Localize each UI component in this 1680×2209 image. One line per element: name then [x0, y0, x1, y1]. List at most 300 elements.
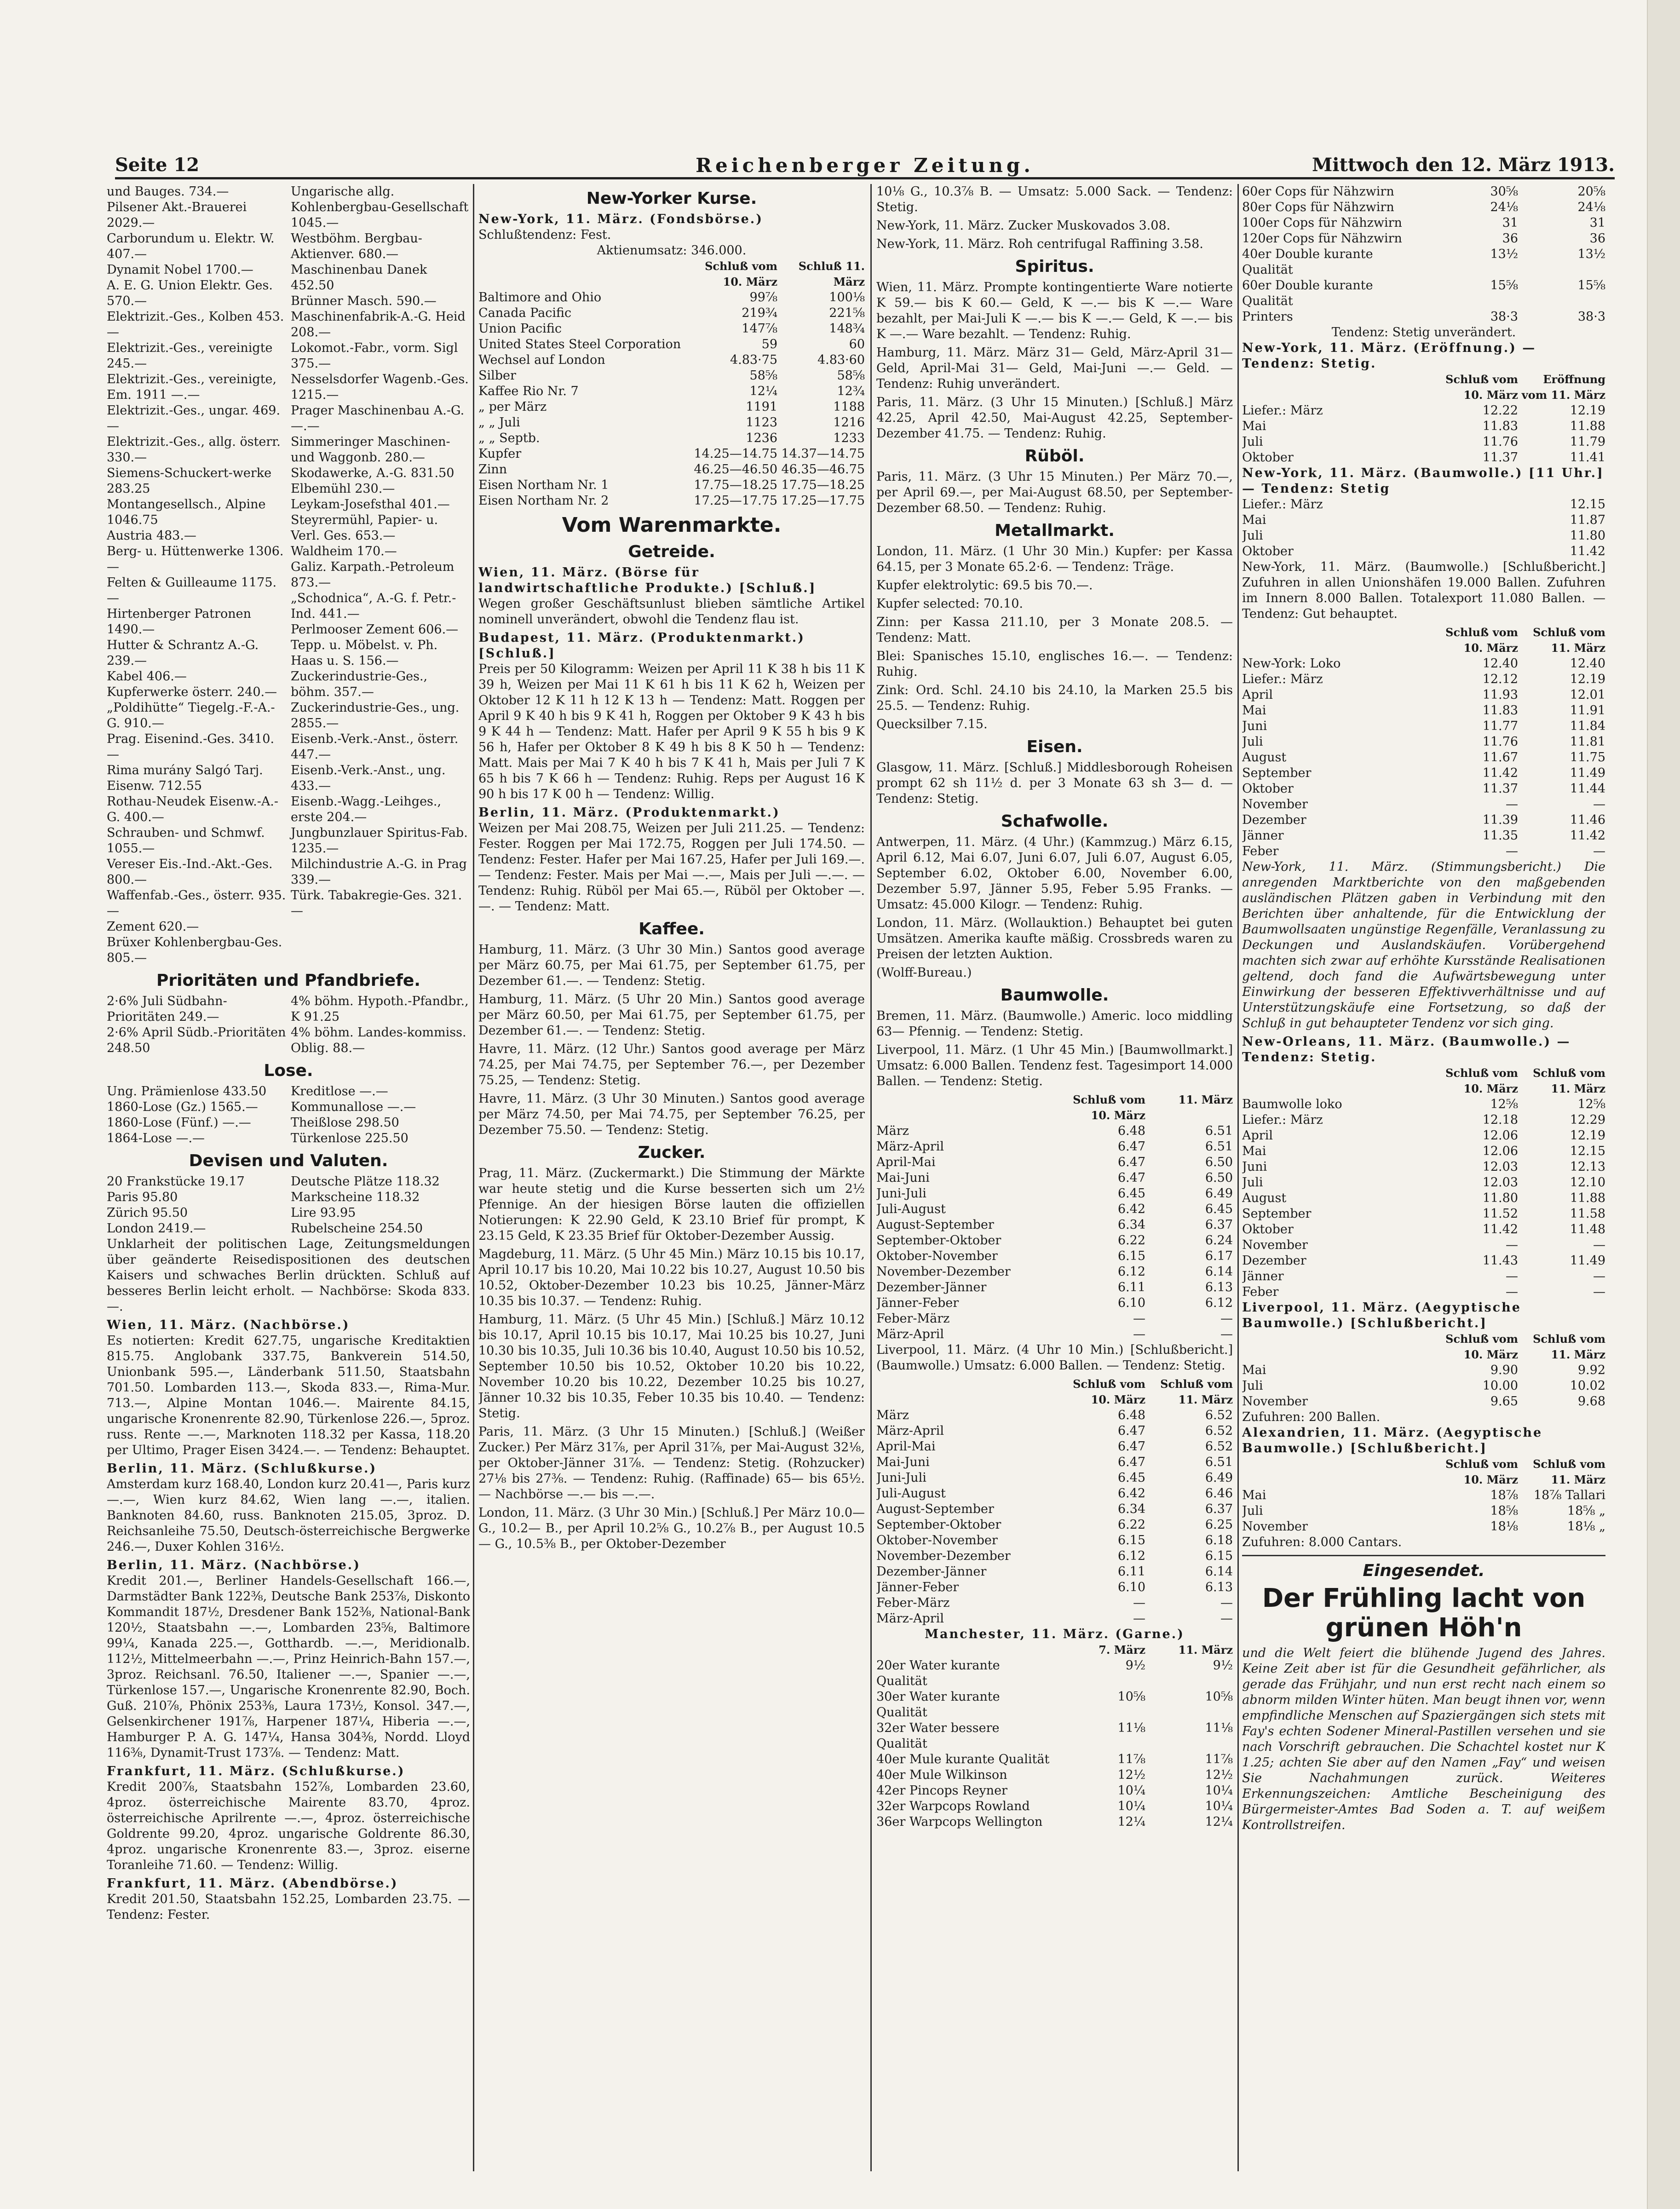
row-value: 9.92	[1577, 1363, 1605, 1377]
row-value: 10.02	[1570, 1379, 1605, 1393]
table-row	[107, 1221, 470, 1237]
report-text: 10⅛ G., 10.3⅞ B. — Umsatz: 5.000 Sack. — Tendenz: Stetig.	[876, 184, 1233, 214]
row-value: 12.40	[1482, 656, 1518, 671]
table-row	[876, 1311, 1233, 1327]
row-value: 4.83·60	[817, 353, 865, 367]
table-cell: Markscheine 118.32	[291, 1190, 420, 1204]
page-edge	[1647, 0, 1680, 2209]
row-value: 12.01	[1570, 688, 1605, 702]
report-text: Weizen per Mai 208.75, Weizen per Juli 211.25. — Tendenz: Fester. Roggen per Mai 172.75, Roggen per Juli 174.50. — Tendenz: Fester. Hafer per Mai 167.25, Hafer per Juli 169.—. — Tendenz: Fester. Mais per Mai —.—, Mais per Juli —.—. — Tendenz: Ruhig. Rüböl per Mai 65.—, Rüböl per Oktober —.—. — Tendenz: Matt.	[478, 821, 865, 914]
row-label: 40er Mule kurante Qualität	[876, 1752, 1050, 1766]
table-row	[1242, 544, 1605, 559]
row-value: 10¼	[1117, 1799, 1145, 1813]
row-label: New-York: Loko	[1242, 656, 1341, 671]
stock-quote: Ungarische allg. Kohlenbergbau-Gesellschaft 1045.—	[291, 184, 469, 230]
row-label: 40er Mule Wilkinson	[876, 1768, 1007, 1782]
table-row	[876, 1233, 1233, 1248]
column-rule	[473, 184, 474, 2171]
row-value: 6.42	[1117, 1486, 1145, 1501]
row-value: 11.37	[1482, 450, 1518, 465]
page-number: Seite 12	[115, 154, 200, 176]
row-value: 219¾	[742, 306, 777, 320]
stock-quote: Rothau-Neudek Eisenw.-A.-G. 400.—	[107, 794, 279, 824]
row-label: Dezember-Jänner	[876, 1280, 987, 1294]
row-value: 6.15	[1117, 1249, 1145, 1263]
table-row	[1242, 1175, 1605, 1191]
row-value: 6.14	[1205, 1565, 1233, 1579]
row-label: Wechsel auf London	[478, 353, 605, 367]
row-value: 9.90	[1490, 1363, 1518, 1377]
report-text: Hamburg, 11. März. März 31— Geld, März-April 31— Geld, April-Mai 31— Geld, Mai-Juni —.— Geld. — Tendenz: Ruhig unverändert.	[876, 345, 1233, 391]
row-label: Mai	[1242, 1488, 1266, 1502]
row-label: März-April	[876, 1611, 944, 1626]
table-header	[478, 259, 865, 290]
report-text: Zufuhren: 200 Ballen.	[1242, 1410, 1381, 1424]
stock-quote: Eisenb.-Verk.-Anst., österr. 447.—	[291, 732, 459, 762]
section-title: Devisen und Valuten.	[189, 1151, 388, 1170]
row-label: 40er Double kurante Qualität	[1242, 247, 1373, 277]
table-row	[1242, 719, 1605, 734]
row-label: Jänner-Feber	[876, 1580, 959, 1594]
row-label: Juni	[1242, 719, 1267, 733]
table-row	[876, 1202, 1233, 1217]
row-label: Juni-Juli	[876, 1471, 926, 1485]
row-value: 17.75—18.25	[781, 478, 865, 492]
row-value: 6.12	[1117, 1265, 1145, 1279]
row-value: 9½	[1213, 1658, 1233, 1673]
row-label: Mai	[1242, 513, 1266, 527]
section-title: Spiritus.	[1015, 257, 1094, 276]
kaffee-reports	[478, 942, 865, 1138]
row-value: 6.47	[1117, 1439, 1145, 1454]
row-label: Juli	[1242, 735, 1263, 749]
table-row	[478, 446, 865, 462]
report-text: (Wolff-Bureau.)	[876, 966, 972, 980]
report-text: Zufuhren: 8.000 Cantars.	[1242, 1535, 1402, 1549]
row-value: 6.37	[1205, 1218, 1233, 1232]
row-label: Feber	[1242, 844, 1279, 858]
report-text: Wegen großer Geschäftsunlust blieben sämtliche Artikel nominell unverändert, obwohl die Tendenz flau ist.	[478, 597, 865, 627]
table-row	[876, 1611, 1233, 1627]
row-value: 20⅝	[1577, 184, 1605, 199]
report-text: Zink: Ord. Schl. 24.10 bis 24.10, la Marken 25.5 bis 25.5. — Tendenz: Ruhig.	[876, 683, 1233, 713]
row-value: 31	[1589, 216, 1605, 230]
stock-quote: Brünner Masch. 590.—	[291, 294, 437, 308]
stock-quote: Kabel 406.—	[107, 669, 187, 684]
table-row	[1242, 434, 1605, 450]
table-row	[876, 1689, 1233, 1720]
row-value: 11.49	[1570, 1254, 1605, 1268]
table-row	[876, 1280, 1233, 1295]
row-value: —	[1593, 844, 1605, 858]
section-title: Zucker.	[638, 1143, 706, 1162]
row-value	[1426, 512, 1518, 528]
row-label: Juli	[1242, 1379, 1263, 1393]
column-1	[107, 184, 470, 2171]
row-label: Mai	[1242, 703, 1266, 718]
table-header	[1242, 625, 1605, 656]
column-rule	[870, 184, 872, 2171]
stock-quote: Prager Maschinenbau A.-G. —.—	[291, 403, 465, 433]
row-label: Jänner	[1242, 828, 1284, 843]
row-value: 100⅛	[829, 290, 865, 305]
table-row	[1242, 278, 1605, 309]
table-cell: Zürich 95.50	[107, 1206, 188, 1220]
row-value: 12¼	[1205, 1815, 1233, 1829]
table-row	[478, 337, 865, 352]
section-title: Prioritäten und Pfandbriefe.	[156, 971, 420, 990]
market-note: Unklarheit der politischen Lage, Zeitungsmeldungen über geänderte Reisedispositionen des deutschen Kaisers und schwaches Berlin drückten. Schluß auf besseres Berlin leicht erholt. — Nachbörse: Skoda 833.—.	[107, 1237, 470, 1314]
table-row	[107, 1131, 470, 1146]
stock-quote: Maschinenfabrik-A.-G. Heid 208.—	[291, 310, 466, 339]
report-text: Zinn: per Kassa 211.10, per 3 Monate 208.5. — Tendenz: Matt.	[876, 615, 1233, 645]
stock-list-left	[107, 184, 286, 966]
manchester-table	[876, 1658, 1233, 1830]
stock-quote: Siemens-Schuckert-werke 283.25	[107, 466, 272, 496]
row-value: 12.22	[1482, 403, 1518, 418]
table-row	[1242, 656, 1605, 672]
report-text: Hamburg, 11. März. (5 Uhr 45 Min.) [Schluß.] März 10.12 bis 10.17, April 10.15 bis 10.17, Mai 10.25 bis 10.27, Juni 10.30 bis 10.35, Juli 10.36 bis 10.40, August 10.50 bis 10.52, September 10.50 bis 10.52, Oktober 10.20 bis 10.22, November 10.20 bis 10.22, Dezember 10.25 bis 10.27, Jänner 10.32 bis 10.35, Feber 10.35 bis 10.40. — Tendenz: Stetig.	[478, 1312, 865, 1421]
table-row	[107, 1205, 470, 1221]
stock-list-right	[291, 184, 470, 966]
stock-list	[107, 184, 470, 966]
stock-quote: Prag. Eisenind.-Ges. 3410.—	[107, 732, 275, 762]
row-label: Silber	[478, 368, 516, 383]
table-row	[876, 1767, 1233, 1783]
spiritus-reports	[876, 280, 1233, 442]
report-text: New-York, 11. März. (Baumwolle.) [Schlußbericht.] Zufuhren in allen Unionshäfen 19.000 Ballen. Zufuhren im Innern 8.000 Ballen. Totalexport 11.080 Ballen. — Tendenz: Gut behauptet.	[1242, 560, 1605, 621]
row-label: November	[1242, 797, 1308, 811]
row-label: August	[1242, 750, 1287, 765]
stock-quote: Dynamit Nobel 1700.—	[107, 263, 253, 277]
stock-quote: Türk. Tabakregie-Ges. 321.—	[291, 888, 462, 918]
report-heading: Berlin, 11. März. (Schlußkurse.)	[107, 1461, 377, 1476]
row-label: Printers	[1242, 310, 1293, 324]
row-value: 11.52	[1482, 1207, 1518, 1221]
row-value: —	[1506, 1238, 1518, 1252]
table-row	[1242, 1206, 1605, 1222]
table-cell: Deutsche Plätze 118.32	[291, 1174, 440, 1189]
liverpool-egypt-table	[1242, 1363, 1605, 1409]
table-row	[1242, 703, 1605, 719]
column-header: Schluß vom 11. März	[1533, 1457, 1605, 1486]
report-text: Aktienumsatz: 346.000.	[597, 243, 747, 258]
table-row	[478, 368, 865, 384]
row-value: 11⅛	[1117, 1721, 1145, 1735]
row-value: 36	[1589, 231, 1605, 246]
row-value: —	[1220, 1596, 1233, 1610]
row-value: 11.80	[1570, 529, 1605, 543]
table-row	[876, 1595, 1233, 1611]
report-text: Es notierten: Kredit 627.75, ungarische Kreditaktien 815.75. Anglobank 337.75, Bankverein 514.50, Unionbank 595.—, Länderbank 511.50, Staatsbahn 701.50. Lombarden 113.—, Skoda 833.—, Rima-Mur. 713.—, Alpine Montan 1046.—. Mairente 84.15, ungarische Kronenrente 82.90, Türkenlose 226.—, 5proz. russ. Rente —.—, Marknoten 118.32 per Kassa, 118.20 per Ultimo, Prager Eisen 3424.—. — Tendenz: Behauptet.	[107, 1334, 470, 1457]
table-row	[1242, 215, 1605, 231]
table-row	[1242, 1503, 1605, 1519]
column-header: 7. März	[1099, 1643, 1145, 1657]
report-text: Glasgow, 11. März. [Schluß.] Middlesborough Roheisen prompt 62 sh 11½ d. per 3 Monate 63 sh 3— d. — Tendenz: Stetig.	[876, 760, 1233, 806]
row-label: Liefer.: März	[1242, 497, 1323, 512]
table-row	[1242, 1191, 1605, 1206]
table-row	[1242, 512, 1605, 528]
row-value: 11.75	[1570, 750, 1605, 765]
report-text: Kupfer selected: 70.10.	[876, 597, 1023, 611]
row-value: 6.52	[1205, 1408, 1233, 1422]
prioritaeten-table	[107, 994, 470, 1056]
table-row	[1242, 1237, 1605, 1253]
row-value: —	[1220, 1611, 1233, 1626]
row-label: Liefer.: März	[1242, 403, 1323, 418]
table-row	[1242, 1144, 1605, 1159]
row-value: 11.79	[1570, 435, 1605, 449]
section-title: Baumwolle.	[1000, 986, 1109, 1005]
report-text: Blei: Spanisches 15.10, englisches 16.—. — Tendenz: Ruhig.	[876, 649, 1233, 679]
table-row	[1242, 403, 1605, 419]
row-value: 6.47	[1117, 1455, 1145, 1469]
table-row	[1242, 734, 1605, 750]
table-row	[876, 1486, 1233, 1501]
row-label: Mai-Juni	[876, 1455, 930, 1469]
stock-quote: Austria 483.—	[107, 529, 196, 543]
table-row	[1242, 1519, 1605, 1535]
liverpool-table	[876, 1123, 1233, 1342]
row-value: 14.25—14.75	[694, 447, 777, 461]
table-row	[478, 352, 865, 368]
row-value: 6.48	[1117, 1124, 1145, 1138]
row-value: 6.52	[1205, 1424, 1233, 1438]
table-header	[876, 1092, 1233, 1123]
table-cell: London 2419.—	[107, 1221, 206, 1236]
report-heading: Frankfurt, 11. März. (Schlußkurse.)	[107, 1764, 405, 1778]
row-value: 6.18	[1205, 1533, 1233, 1547]
table-row	[876, 1455, 1233, 1470]
row-value: 13½	[1577, 247, 1605, 261]
row-label: Oktober-November	[876, 1249, 998, 1263]
row-label: November	[1242, 1519, 1308, 1534]
report-heading: Frankfurt, 11. März. (Abendbörse.)	[107, 1876, 398, 1891]
row-value: 10¼	[1205, 1799, 1233, 1813]
table-row	[107, 1084, 470, 1099]
table-row	[478, 305, 865, 321]
row-label: Oktober	[1242, 782, 1294, 796]
row-value: 13½	[1490, 247, 1518, 261]
stock-quote: Simmeringer Maschinen- und Waggonb. 280.—	[291, 435, 450, 465]
row-value: 11.88	[1570, 419, 1605, 433]
table-cell: 4% böhm. Hypoth.-Pfandbr., K 91.25	[291, 994, 469, 1024]
report-text: Quecksilber 7.15.	[876, 717, 988, 731]
stock-quote: Felten & Guilleaume 1175.—	[107, 575, 277, 605]
report-text: Kredit 200⅞, Staatsbahn 152⅞, Lombarden 23.60, 4proz. österreichische Mairente 83.70, 4proz. österreichische Aprilrente —.—, 4proz. österreichische Goldrente 99.20, 4proz. ungarische Goldrente 86.30, 4proz. ungarische Kronenrente 83.—, 3proz. eiserne Toranleihe 71.60. — Tendenz: Willig.	[107, 1780, 470, 1872]
row-label: 32er Water bessere Qualität	[876, 1721, 1000, 1751]
row-label: Mai	[1242, 1144, 1266, 1158]
row-value: 6.46	[1205, 1486, 1233, 1501]
row-label: Oktober-November	[876, 1533, 998, 1547]
row-value: —	[1133, 1611, 1145, 1626]
table-row	[478, 493, 865, 509]
row-value: 11.76	[1482, 435, 1518, 449]
row-label: Juli	[1242, 1175, 1263, 1190]
row-value: 17.25—17.75	[694, 494, 777, 508]
row-label: November	[1242, 1238, 1308, 1252]
table-row	[1242, 1159, 1605, 1175]
row-label: Eisen Northam Nr. 2	[478, 494, 609, 508]
stock-quote: Maschinenbau Danek 452.50	[291, 263, 427, 293]
report-text: Kredit 201.—, Berliner Handels-Gesellschaft 166.—, Darmstädter Bank 122⅜, Deutsche Bank 253⅞, Diskonto Kommandit 187½, Dresdener Bank 152⅜, National-Bank 120½, Staatsbahn —.—, Lombarden 23⅝, Baltimore 99¼, Kanada 225.—, Gotthardb. —.—, Meridionalb. 112½, Mittelmeerbahn —.—, Prinz Heinrich-Bahn 157.—, 3proz. Reichsanl. 76.50, Italiener —.—, Spanier —.—, Türkenlose 157.—, Ungarische Kronenrente 82.90, Boch. Guß. 210⅞, Phönix 253⅜, Laura 173½, Konsol. 347.—, Gelsenkirchener 191⅞, Harpener 187¼, Hiberia —.—, Hamburger P. A. G. 147¼, Hansa 304⅜, Nordd. Lloyd 116⅜, Dynamit-Trust 173⅞. — Tendenz: Matt.	[107, 1574, 470, 1760]
table-row	[478, 321, 865, 337]
row-value: 221⅝	[829, 306, 865, 320]
row-value: 10⅝	[1205, 1690, 1233, 1704]
row-value: 12.40	[1570, 656, 1605, 671]
row-label: August-September	[876, 1218, 994, 1232]
column-header: Schluß vom 11. März	[1533, 626, 1605, 655]
stock-quote: Nesselsdorfer Wagenb.-Ges. 1215.—	[291, 372, 469, 402]
table-cell: Ung. Prämienlose 433.50	[107, 1084, 267, 1099]
table-row	[1242, 797, 1605, 812]
column-rule	[1237, 184, 1239, 2171]
row-value: 6.47	[1117, 1155, 1145, 1169]
table-row	[1242, 1097, 1605, 1112]
row-label: September	[1242, 1207, 1312, 1221]
row-value: 59	[761, 337, 777, 351]
row-label: Eisen Northam Nr. 1	[478, 478, 609, 492]
row-label: August	[1242, 1191, 1287, 1205]
row-value: 6.11	[1117, 1565, 1145, 1579]
row-label: Juli	[1242, 529, 1263, 543]
table-row	[1242, 309, 1605, 325]
row-label: „ „ Septb.	[478, 431, 540, 445]
section-title: Eingesendet.	[1363, 1561, 1485, 1580]
row-value: 11.58	[1570, 1207, 1605, 1221]
row-value: 6.51	[1205, 1455, 1233, 1469]
section-title: Rüböl.	[1024, 447, 1085, 466]
column-header: Schluß vom 10. März	[1445, 1332, 1518, 1361]
stock-quote: Westböhm. Bergbau-Aktienver. 680.—	[291, 231, 422, 261]
row-value: 10.00	[1482, 1379, 1518, 1393]
table-row	[107, 1025, 470, 1056]
row-value: 11.42	[1482, 766, 1518, 780]
table-row	[876, 1752, 1233, 1767]
row-value: 6.49	[1205, 1471, 1233, 1485]
table-row	[478, 431, 865, 446]
table-row	[478, 290, 865, 305]
section-title: Eisen.	[1026, 737, 1083, 756]
table-row	[876, 1248, 1233, 1264]
report-text: London, 11. März. (1 Uhr 30 Min.) Kupfer: per Kassa 64.15, per 3 Monate 65.2·6. — Tendenz: Träge.	[876, 544, 1233, 574]
row-value: 11.81	[1570, 735, 1605, 749]
row-value: 11.43	[1482, 1254, 1518, 1268]
row-value: 24⅛	[1577, 200, 1605, 214]
row-value: 12.18	[1482, 1113, 1518, 1127]
report-text: Havre, 11. März. (3 Uhr 30 Minuten.) Santos good average per März 74.50, per Mai 74.75, per September 76.25, per Dezember 75.50. — Tendenz: Stetig.	[478, 1092, 865, 1137]
row-value: 11.42	[1570, 828, 1605, 843]
report-text: Paris, 11. März. (3 Uhr 15 Minuten.) [Schluß.] März 42.25, April 42.50, Mai-August 42.25, September-Dezember 41.75. — Tendenz: Ruhig.	[876, 395, 1233, 441]
row-value: 12.19	[1570, 403, 1605, 418]
row-value	[1426, 544, 1518, 559]
report-text: Preis per 50 Kilogramm: Weizen per April 11 K 38 h bis 11 K 39 h, Weizen per Mai 11 K 61 h bis 11 K 62 h, Weizen per Oktober 12 K 11 h 12 K 13 h — Tendenz: Matt. Roggen per April 9 K 40 h bis 9 K 41 h, Roggen per Oktober 9 K 43 h bis 9 K 44 h — Tendenz: Matt. Hafer per April 9 K 55 h bis 9 K 56 h, Hafer per Oktober 8 K 49 h bis 8 K 50 h — Tendenz: Matt. Mais per Mai 7 K 40 h bis 7 K 41 h, Mais per Juli 7 K 65 h bis 7 K 66 h — Tendenz: Ruhig. Reps per August 16 K 90 h bis 17 K 00 h — Tendenz: Willig.	[478, 662, 865, 801]
row-label: März-April	[876, 1327, 944, 1341]
table-row	[876, 1517, 1233, 1533]
row-value: 6.12	[1205, 1296, 1233, 1310]
column-header: Schluß vom 11. März	[1160, 1377, 1233, 1406]
row-value: 18⅞ Tallari	[1533, 1488, 1605, 1502]
row-value: 1236	[746, 431, 777, 445]
row-value: —	[1506, 1285, 1518, 1299]
table-cell: 1860-Lose (Fünf.) —.—	[107, 1116, 251, 1130]
stock-quote: Eisenb.-Verk.-Anst., ung. 433.—	[291, 763, 446, 793]
row-label: Oktober	[1242, 544, 1294, 558]
row-value: 15⅝	[1490, 278, 1518, 293]
stock-quote: Skodawerke, A.-G. 831.50	[291, 466, 455, 480]
lose-table	[107, 1084, 470, 1146]
report-heading: Liverpool, 11. März. (Aegyptische Baumwolle.) [Schlußbericht.]	[1242, 1300, 1521, 1330]
stock-quote: Zuckerindustrie-Ges., böhm. 357.—	[291, 669, 428, 699]
row-label: Dezember	[1242, 1254, 1306, 1268]
row-value: 6.10	[1117, 1296, 1145, 1310]
stock-quote: Leykam-Josefsthal 401.—	[291, 497, 450, 512]
row-value: 12.06	[1482, 1128, 1518, 1143]
row-label: März	[876, 1124, 909, 1138]
table-row	[1242, 1378, 1605, 1394]
report-text: Magdeburg, 11. März. (5 Uhr 45 Min.) März 10.15 bis 10.17, April 10.17 bis 10.20, Mai 10.22 bis 10.27, August 10.50 bis 10.52, Oktober-Dezember 10.23 bis 10.25, Jänner-März 10.35 bis 10.37. — Tendenz: Ruhig.	[478, 1247, 865, 1308]
row-value: 11.39	[1482, 813, 1518, 827]
row-value: 58⅝	[749, 368, 777, 383]
table-cell: Theißlose 298.50	[291, 1116, 399, 1130]
stock-quote: Vereser Eis.-Ind.-Akt.-Ges. 800.—	[107, 857, 273, 887]
row-label: November	[1242, 1394, 1308, 1409]
stock-quote: Schrauben- und Schmwf. 1055.—	[107, 826, 265, 856]
stock-quote: Elektrizit.-Ges., allg. österr. 330.—	[107, 435, 281, 465]
row-value: 6.45	[1205, 1202, 1233, 1216]
table-row	[876, 1123, 1233, 1139]
table-row	[107, 994, 470, 1025]
row-value: 12.03	[1482, 1160, 1518, 1174]
row-value: 11.35	[1482, 828, 1518, 843]
row-value: 9.65	[1490, 1394, 1518, 1409]
report-heading: New-York, 11. März. (Eröffnung.) — Tendenz: Stetig.	[1242, 341, 1536, 371]
stock-quote: Elektrizit.-Ges., Kolben 453.—	[107, 310, 284, 339]
row-label: April-Mai	[876, 1155, 936, 1169]
stock-quote: Zuckerindustrie-Ges., ung. 2855.—	[291, 701, 460, 731]
row-value: 38·3	[1577, 310, 1605, 324]
row-value: 12.19	[1570, 672, 1605, 686]
row-value: 11.84	[1570, 719, 1605, 733]
table-row	[876, 1408, 1233, 1423]
row-value: 6.15	[1117, 1533, 1145, 1547]
table-row	[1242, 200, 1605, 215]
row-label: Kupfer	[478, 447, 522, 461]
table-row	[876, 1533, 1233, 1548]
table-row	[1242, 1253, 1605, 1269]
row-value: 6.13	[1205, 1280, 1233, 1294]
stock-quote: Brüxer Kohlenbergbau-Ges. 805.—	[107, 935, 282, 965]
alexandrien-table	[1242, 1488, 1605, 1535]
row-value: 9.68	[1577, 1394, 1605, 1409]
stock-quote: Pilsener Akt.-Brauerei 2029.—	[107, 200, 247, 230]
liverpool-close-table	[876, 1408, 1233, 1627]
report-text: New-York, 11. März. Zucker Muskovados 3.08.	[876, 219, 1171, 233]
row-value: 11.91	[1570, 703, 1605, 718]
row-label: Jänner	[1242, 1269, 1284, 1283]
column-header: Schluß 11. März	[798, 259, 865, 288]
row-value: 36	[1502, 231, 1518, 246]
table-row	[1242, 450, 1605, 466]
row-value: 38·3	[1490, 310, 1518, 324]
table-row	[876, 1139, 1233, 1155]
row-value: —	[1133, 1596, 1145, 1610]
report-heading: Wien, 11. März. (Nachbörse.)	[107, 1318, 350, 1332]
row-value: 10⅝	[1117, 1690, 1145, 1704]
column-2	[478, 184, 865, 2171]
report-heading: Wien, 11. März. (Börse für landwirtschaftliche Produkte.) [Schluß.]	[478, 565, 817, 595]
report-text: Hamburg, 11. März. (5 Uhr 20 Min.) Santos good average per März 60.50, per Mai 61.75, per September 61.75, per Dezember 61.—. — Tendenz: Stetig.	[478, 992, 865, 1038]
